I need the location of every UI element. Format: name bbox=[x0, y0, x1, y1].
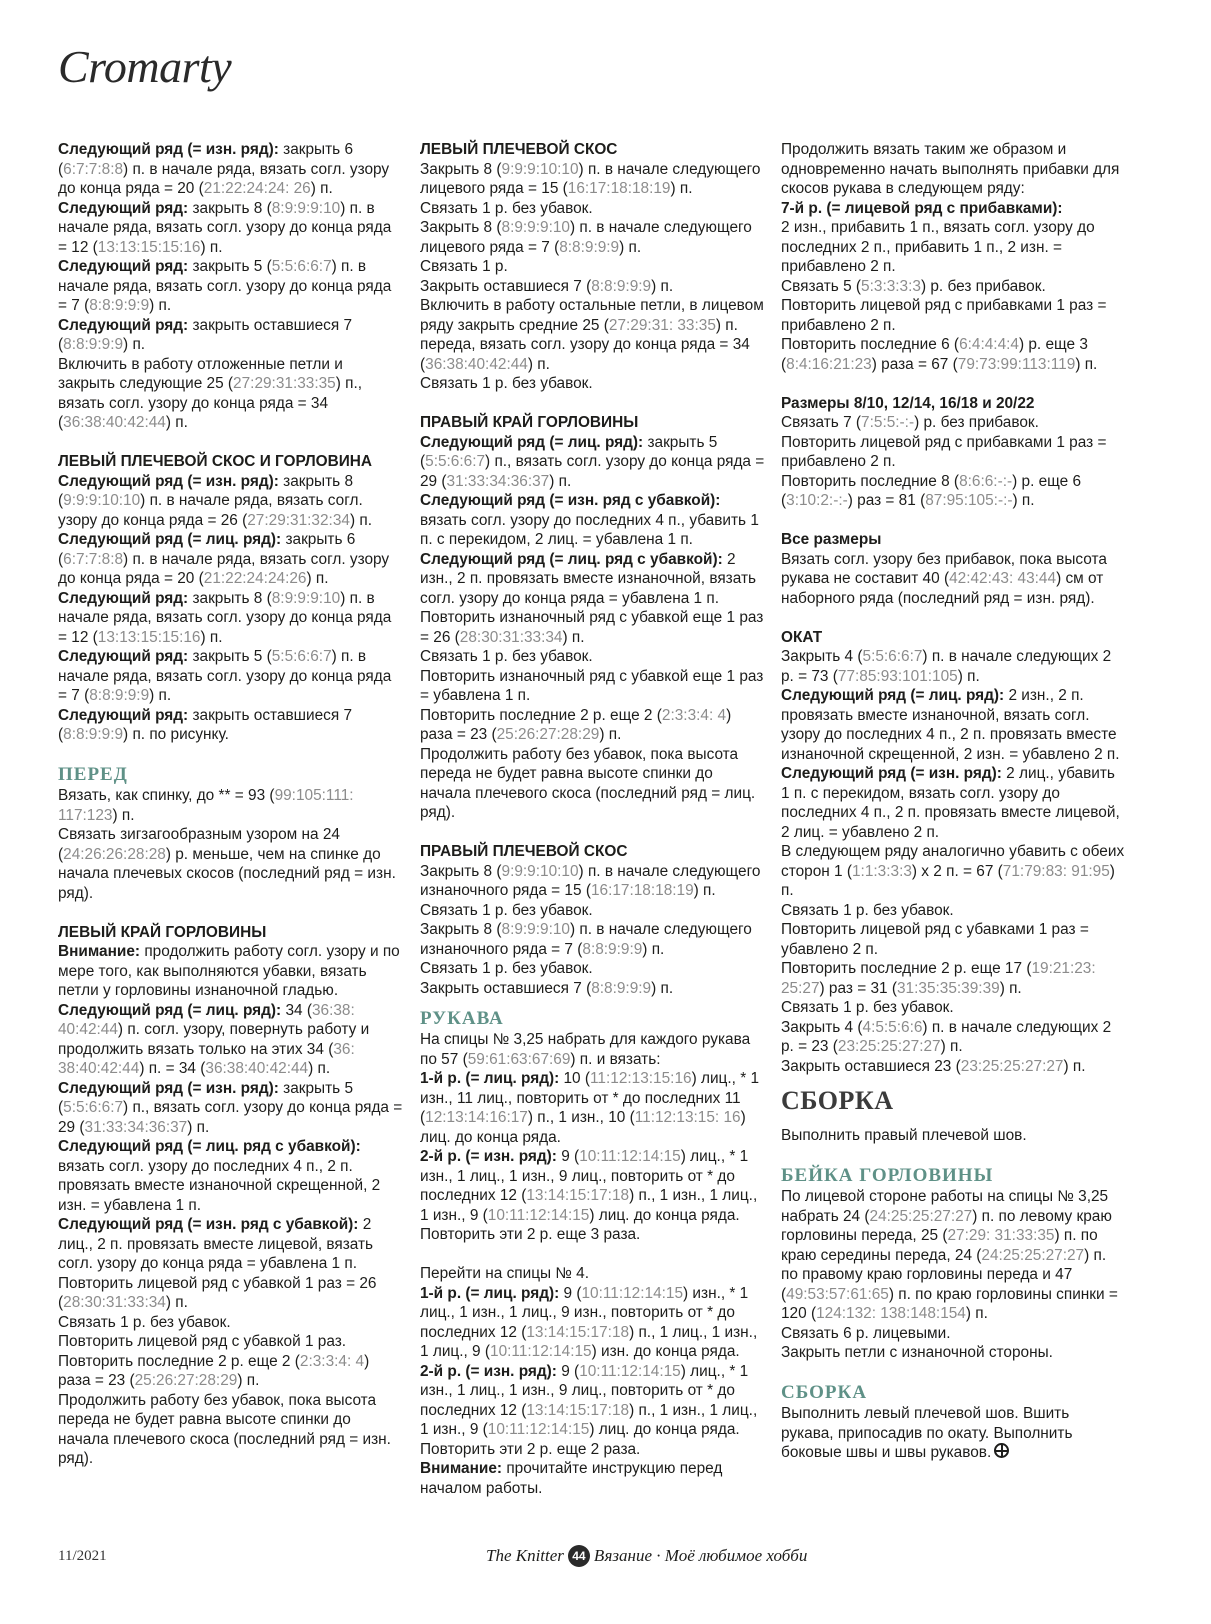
instruction-lead: 1-й р. (= лиц. ряд): bbox=[420, 1284, 560, 1302]
size-values: 36: 38:40:42:44 bbox=[58, 1040, 355, 1077]
instruction-paragraph: 1-й р. (= лиц. ряд): 9 (10:11:12:14:15) изн., * 1 лиц., 1 изн., 1 лиц., 9 изн., повторить от * до последних 12 (13:14:15:17:18) п., 1 лиц., 1 изн., 1 лиц., 9 (10:11:12:14:15) изн. до конца ряда. bbox=[420, 1284, 758, 1360]
size-values: 8:8:9:9:9 bbox=[559, 238, 620, 256]
instruction-paragraph: Связать 1 р. без убавок. bbox=[420, 648, 593, 665]
size-values: 8:8:9:9:9 bbox=[89, 297, 150, 314]
size-values: 42:42:43: 43:44 bbox=[949, 570, 1057, 587]
magazine-tagline: Вязание · Моё любимое хобби bbox=[593, 1546, 808, 1565]
instruction-paragraph bbox=[781, 199, 1126, 219]
instruction-paragraph: Связать 1 р. без убавок. bbox=[420, 901, 593, 919]
instruction-lead: 7-й р. (= лицевой ряд с прибавками): bbox=[781, 199, 1063, 217]
size-values: 8:8:9:9:9 bbox=[591, 979, 652, 997]
size-values: 8:9:9:9:10 bbox=[501, 921, 570, 938]
instruction-lead: Следующий ряд (= лиц. ряд с убавкой): bbox=[420, 550, 723, 568]
size-values: 27:29: 31:33:35 bbox=[947, 1227, 1055, 1244]
instruction-paragraph: Закрыть 4 (4:5:5:6:6) п. в начале следующих 2 р. = 23 (23:25:25:27:27) п. bbox=[781, 1018, 1112, 1055]
spacer bbox=[781, 374, 1126, 394]
instruction-paragraph: Следующий ряд: закрыть оставшиеся 7 (8:8:9:9:9) п. по рисунку. bbox=[58, 706, 352, 743]
instruction-paragraph: Связать 7 (7:5:5:-:-) р. без прибавок. bbox=[781, 414, 1039, 431]
instruction-paragraph: Включить в работу отложенные петли и закрыть следующие 25 (27:29:31:33:35) п., вязать согл. узору до конца ряда = 34 (36:38:40:42:44) п. bbox=[58, 355, 363, 431]
size-values: 8:6:6:-:- bbox=[959, 472, 1013, 490]
section-heading: БЕЙКА ГОРЛОВИНЫ bbox=[781, 1165, 994, 1186]
size-values: 27:29:31: 33:35 bbox=[608, 316, 716, 334]
instruction-lead: Следующий ряд: bbox=[58, 706, 189, 724]
instruction-lead: Следующий ряд: bbox=[58, 648, 189, 665]
instruction-paragraph: Следующий ряд (= изн. ряд): закрыть 6 (6:7:7:8:8) п. в начале ряда, вязать согл. узору до конца ряда = 20 (21:22:24:24: 26) п. bbox=[58, 141, 390, 197]
instruction-paragraph: Связать 1 р. без убавок. bbox=[781, 999, 954, 1016]
instruction-paragraph: Выполнить правый плечевой шов. bbox=[781, 1127, 1027, 1144]
instruction-paragraph: Связать 1 р. без убавок. bbox=[781, 901, 954, 919]
size-values: 1:1:3:3:3 bbox=[852, 862, 912, 880]
instruction-paragraph: Повторить эти 2 р. еще 3 раза. bbox=[420, 1226, 641, 1243]
size-values: 10:11:12:14:15 bbox=[579, 1148, 681, 1165]
section-heading: РУКАВА bbox=[420, 1008, 504, 1029]
size-values: 25:26:27:28:29 bbox=[134, 1372, 238, 1389]
size-values: 24:26:26:28:28 bbox=[63, 845, 166, 863]
instruction-paragraph: Следующий ряд (= изн. ряд с убавкой): 2 лиц., 2 п. провязать вместе лицевой, вязать согл. узору до конца ряда = убавлена 1 п. bbox=[58, 1216, 374, 1272]
size-values: 9:9:9:10:10 bbox=[501, 160, 579, 178]
size-values: 13:14:15:17:18 bbox=[526, 1323, 630, 1341]
instruction-paragraph: 2 изн., прибавить 1 п., вязать согл. узору до последних 2 п., прибавить 1 п., 2 изн. = прибавлено 2 п. bbox=[781, 219, 1095, 275]
instruction-lead: Следующий ряд (= изн. ряд): bbox=[58, 1079, 279, 1097]
size-values: 36:38:40:42:44 bbox=[63, 414, 166, 431]
size-values: 77:85:93:101:105 bbox=[837, 667, 958, 685]
instruction-paragraph: Закрыть оставшиеся 7 (8:8:9:9:9) п. bbox=[420, 277, 674, 295]
size-values: 10:11:12:14:15 bbox=[487, 1206, 590, 1224]
instruction-lead: Следующий ряд: bbox=[58, 316, 189, 334]
size-values: 4:5:5:6:6 bbox=[862, 1018, 923, 1036]
instruction-paragraph: Связать 6 р. лицевыми. bbox=[781, 1324, 951, 1342]
instruction-paragraph: Следующий ряд (= лиц. ряд): 34 (36:38: 40:42:44) п. согл. узору, повернуть работу и продолжить вязать только на этих 34 (36: 38:40:42:44) п. = 34 (36:38:40:42:44) п. bbox=[58, 1001, 370, 1077]
instruction-lead: Внимание: bbox=[58, 943, 141, 960]
instruction-lead: Следующий ряд (= лиц. ряд): bbox=[58, 531, 282, 548]
subsection-heading: ПРАВЫЙ КРАЙ ГОРЛОВИНЫ bbox=[420, 414, 639, 431]
instruction-lead: Следующий ряд: bbox=[58, 589, 189, 607]
instruction-paragraph: Закрыть 8 (8:9:9:9:10) п. в начале следующего лицевого ряда = 7 (8:8:9:9:9) п. bbox=[420, 219, 752, 256]
subsection-heading: ЛЕВЫЙ КРАЙ ГОРЛОВИНЫ bbox=[58, 923, 267, 941]
size-values: 5:5:6:6:7 bbox=[63, 1099, 124, 1116]
size-values: 2:3:3:4: 4 bbox=[661, 706, 727, 724]
instruction-lead: Следующий ряд (= изн. ряд): bbox=[781, 765, 1002, 782]
size-values: 2:3:3:4: 4 bbox=[299, 1352, 365, 1370]
instruction-paragraph: Продолжить вязать таким же образом и одновременно начать выполнять прибавки для скосов рукава в следующем ряду: bbox=[781, 141, 1120, 197]
size-values: 3:10:2:-:- bbox=[786, 492, 848, 509]
instruction-paragraph: Повторить изнаночный ряд с убавкой еще 1 раз = убавлена 1 п. bbox=[420, 667, 764, 704]
spacer bbox=[420, 823, 765, 843]
instruction-paragraph: Следующий ряд (= изн. ряд с убавкой): вязать согл. узору до последних 4 п., убавить 1 п. с перекидом, 2 лиц. = убавлена 1 п. bbox=[420, 492, 759, 548]
section-heading: ПЕРЕД bbox=[58, 764, 128, 785]
instruction-paragraph: Следующий ряд (= лиц. ряд): закрыть 6 (6:7:7:8:8) п. в начале ряда, вязать согл. узору до конца ряда = 20 (21:22:24:24:26) п. bbox=[58, 531, 390, 587]
instruction-paragraph: Повторить лицевой ряд с прибавками 1 раз = прибавлено 2 п. bbox=[781, 433, 1107, 470]
instruction-paragraph: Повторить последние 8 (8:6:6:-:-) р. еще 6 (3:10:2:-:-) раз = 81 (87:95:105:-:-) п. bbox=[781, 472, 1082, 509]
page-title: Cromarty bbox=[58, 41, 232, 92]
size-values: 8:9:9:9:10 bbox=[271, 199, 341, 217]
size-values: 36:38:40:42:44 bbox=[205, 1060, 309, 1077]
size-values: 36:38: 40:42:44 bbox=[58, 1001, 355, 1038]
instruction-lead: Следующий ряд (= изн. ряд): bbox=[58, 141, 279, 158]
page-number: 44 bbox=[568, 1545, 590, 1567]
instruction-paragraph: Следующий ряд: закрыть оставшиеся 7 (8:8:9:9:9) п. bbox=[58, 316, 352, 353]
size-values: 79:73:99:113:119 bbox=[957, 355, 1076, 373]
size-values: 8:4:16:21:23 bbox=[786, 355, 872, 373]
instruction-lead: Следующий ряд: bbox=[58, 199, 189, 217]
size-values: 8:8:9:9:9 bbox=[63, 726, 124, 743]
instruction-paragraph: Повторить последние 6 (6:4:4:4:4) р. еще 3 (8:4:16:21:23) раза = 67 (79:73:99:113:119) п. bbox=[781, 336, 1098, 373]
instruction-paragraph: Повторить лицевой ряд с убавкой 1 раз. bbox=[58, 1333, 347, 1350]
instruction-paragraph: Следующий ряд: закрыть 5 (5:5:6:6:7) п. в начале ряда, вязать согл. узору до конца ряда = 7 (8:8:9:9:9) п. bbox=[58, 258, 392, 314]
spacer bbox=[420, 998, 765, 1008]
instruction-paragraph: Закрыть оставшиеся 7 (8:8:9:9:9) п. bbox=[420, 979, 674, 997]
size-values: 31:33:34:36:37 bbox=[446, 472, 550, 490]
instruction-paragraph: Повторить последние 2 р. еще 17 (19:21:23: 25:27) раз = 31 (31:35:35:39:39) п. bbox=[781, 960, 1096, 997]
size-values: 124:132: 138:148:154 bbox=[816, 1305, 966, 1322]
size-values: 10:11:12:14:15 bbox=[581, 1284, 684, 1302]
instruction-lead: Внимание: bbox=[420, 1460, 503, 1477]
instruction-paragraph bbox=[781, 394, 1126, 414]
instruction-paragraph: Вязать согл. узору без прибавок, пока высота рукава не составит 40 (42:42:43: 43:44) см от наборного ряда (последний ряд = изн. ряд). bbox=[781, 550, 1107, 607]
text-column-2 bbox=[420, 140, 765, 1498]
size-values: 8:8:9:9:9 bbox=[63, 336, 124, 353]
end-mark-icon bbox=[994, 1443, 1009, 1458]
instruction-paragraph: Связать зигзагообразным узором на 24 (24:26:26:28:28) р. меньше, чем на спинке до начала плечевых скосов (последний ряд = изн. ряд). bbox=[58, 826, 396, 902]
size-values: 71:79:83: 91:95 bbox=[1002, 862, 1110, 880]
size-values: 5:5:6:6:7 bbox=[425, 453, 486, 470]
spacer bbox=[781, 1146, 1126, 1166]
instruction-paragraph: Связать 1 р. bbox=[420, 258, 508, 275]
size-values: 10:11:12:14:15 bbox=[579, 1362, 681, 1380]
instruction-paragraph: Закрыть петли с изнаночной стороны. bbox=[781, 1344, 1053, 1361]
instruction-lead: 2-й р. (= изн. ряд): bbox=[420, 1148, 557, 1165]
magazine-credit bbox=[486, 1545, 807, 1567]
size-values: 5:3:3:3:3 bbox=[861, 277, 921, 295]
size-values: 12:13:14:16:17 bbox=[425, 1109, 528, 1126]
instruction-paragraph: Перейти на спицы № 4. bbox=[420, 1265, 589, 1282]
instruction-paragraph: Повторить лицевой ряд с убавкой 1 раз = 26 (28:30:31:33:34) п. bbox=[58, 1274, 377, 1311]
size-values: 28:30:31:33:34 bbox=[63, 1294, 166, 1311]
size-values: 19:21:23: 25:27 bbox=[781, 960, 1096, 997]
instruction-paragraph: Внимание: прочитайте инструкцию перед началом работы. bbox=[420, 1460, 723, 1497]
size-values: 5:5:6:6:7 bbox=[271, 258, 332, 275]
size-values: 16:17:18:18:19 bbox=[590, 882, 694, 899]
instruction-paragraph: Следующий ряд (= изн. ряд): закрыть 5 (5:5:6:6:7) п., вязать согл. узору до конца ряда = 29 (31:33:34:36:37) п. bbox=[58, 1079, 403, 1136]
size-values: 21:22:24:24:26 bbox=[203, 570, 307, 587]
instruction-paragraph: Следующий ряд: закрыть 8 (8:9:9:9:10) п. в начале ряда, вязать согл. узору до конца ряда = 12 (13:13:15:15:16) п. bbox=[58, 589, 392, 646]
size-values: 11:12:13:15:16 bbox=[590, 1070, 692, 1087]
size-values: 31:35:35:39:39 bbox=[896, 979, 1000, 997]
instruction-paragraph: Продолжить работу без убавок, пока высота переда не будет равна высоте спинки до начала плечевого скоса (последний ряд = лиц. ряд). bbox=[420, 745, 756, 821]
instruction-paragraph: Следующий ряд: закрыть 8 (8:9:9:9:10) п. в начале ряда, вязать согл. узору до конца ряда = 12 (13:13:15:15:16) п. bbox=[58, 199, 392, 256]
instruction-paragraph: Закрыть оставшиеся 23 (23:25:25:27:27) п. bbox=[781, 1057, 1086, 1075]
size-values: 87:95:105:-:- bbox=[925, 492, 1013, 509]
instruction-lead: Следующий ряд (= лиц. ряд): bbox=[58, 1001, 282, 1019]
instruction-paragraph: Следующий ряд (= изн. ряд): 2 лиц., убавить 1 п. с перекидом, вязать согл. узору до последних 4 п., 2 п. провязать вместе лицевой, 2 лиц. = убавлено 2 п. bbox=[781, 765, 1120, 841]
instruction-paragraph: Связать 1 р. без убавок. bbox=[420, 199, 593, 217]
instruction-paragraph: Повторить лицевой ряд с убавками 1 раз = убавлено 2 п. bbox=[781, 921, 1089, 958]
spacer bbox=[420, 1245, 765, 1265]
size-values: 8:9:9:9:10 bbox=[501, 219, 570, 236]
size-values: 59:61:63:67:69 bbox=[467, 1050, 571, 1068]
instruction-paragraph: Закрыть 4 (5:5:6:6:7) п. в начале следующих 2 р. = 73 (77:85:93:101:105) п. bbox=[781, 648, 1112, 685]
size-values: 11:12:13:15: 16 bbox=[634, 1109, 741, 1126]
instruction-paragraph: Следующий ряд (= изн. ряд): закрыть 8 (9:9:9:10:10) п. в начале ряда, вязать согл. узору до конца ряда = 26 (27:29:31:32:34) п. bbox=[58, 472, 372, 529]
subsection-heading: ЛЕВЫЙ ПЛЕЧЕВОЙ СКОС И ГОРЛОВИНА bbox=[58, 453, 373, 470]
instruction-paragraph: Повторить последние 2 р. еще 2 (2:3:3:4: 4) раза = 23 (25:26:27:28:29) п. bbox=[58, 1352, 370, 1389]
instruction-paragraph: 2-й р. (= изн. ряд): 9 (10:11:12:14:15) лиц., * 1 изн., 1 лиц., 1 изн., 9 лиц., повторить от * до последних 12 (13:14:15:17:18) п., 1 изн., 1 лиц., 1 изн., 9 (10:11:12:14:15) лиц. до конца ряда. bbox=[420, 1362, 758, 1438]
size-values: 6:4:4:4:4 bbox=[959, 336, 1019, 353]
size-values: 28:30:31:33:34 bbox=[459, 628, 563, 646]
spacer bbox=[58, 903, 403, 923]
size-values: 8:8:9:9:9 bbox=[89, 687, 150, 704]
section-heading: СБОРКА bbox=[781, 1382, 868, 1403]
instruction-paragraph: Внимание: продолжить работу согл. узору и по мере того, как выполняются убавки, вязать петли у горловины изнаночной гладью. bbox=[58, 943, 400, 999]
size-values: 31:33:34:36:37 bbox=[84, 1118, 188, 1136]
size-values: 9:9:9:10:10 bbox=[63, 492, 141, 509]
size-values: 27:29:31:32:34 bbox=[247, 511, 350, 529]
instruction-paragraph: Продолжить работу без убавок, пока высота переда не будет равна высоте спинки до начала плечевого скоса (последний ряд = изн. ряд). bbox=[58, 1391, 391, 1467]
instruction-paragraph: Повторить эти 2 р. еще 2 раза. bbox=[420, 1440, 641, 1458]
page-footer bbox=[58, 1545, 1153, 1567]
instruction-paragraph: Повторить лицевой ряд с прибавками 1 раз = прибавлено 2 п. bbox=[781, 297, 1107, 334]
subsection-heading: ЛЕВЫЙ ПЛЕЧЕВОЙ СКОС bbox=[420, 141, 618, 158]
size-values: 24:25:25:27:27 bbox=[981, 1246, 1085, 1264]
size-values: 13:14:15:17:18 bbox=[526, 1187, 630, 1204]
instruction-paragraph: 1-й р. (= лиц. ряд): 10 (11:12:13:15:16) лиц., * 1 изн., 11 лиц., повторить от * до последних 11 (12:13:14:16:17) п., 1 изн., 10 (11:12:13:15: 16) лиц. до конца ряда. bbox=[420, 1070, 760, 1146]
size-values: 10:11:12:14:15 bbox=[487, 1421, 590, 1438]
spacer bbox=[420, 394, 765, 414]
size-values: 7:5:5:-:- bbox=[861, 414, 915, 431]
size-values: 6:7:7:8:8 bbox=[63, 550, 124, 568]
spacer bbox=[781, 608, 1126, 628]
instruction-paragraph: Связать 1 р. без убавок. bbox=[58, 1313, 231, 1331]
instruction-paragraph: Связать 1 р. без убавок. bbox=[420, 960, 593, 977]
size-values: 13:13:15:15:16 bbox=[97, 628, 201, 646]
instruction-paragraph: Вязать, как спинку, до ** = 93 (99:105:111: 117:123) п. bbox=[58, 787, 354, 824]
text-column-1 bbox=[58, 140, 403, 1469]
issue-date: 11/2021 bbox=[58, 1548, 107, 1564]
subsection-heading: ПРАВЫЙ ПЛЕЧЕВОЙ СКОС bbox=[420, 843, 628, 860]
instruction-paragraph: Закрыть 8 (9:9:9:10:10) п. в начале следующего изнаночного ряда = 15 (16:17:18:18:19) п. bbox=[420, 862, 761, 899]
spacer bbox=[781, 511, 1126, 531]
major-heading: СБОРКА bbox=[781, 1086, 894, 1115]
instruction-paragraph: Закрыть 8 (8:9:9:9:10) п. в начале следующего изнаночного ряда = 7 (8:8:9:9:9) п. bbox=[420, 921, 752, 958]
instruction-lead: Размеры 8/10, 12/14, 16/18 и 20/22 bbox=[781, 394, 1035, 412]
spacer bbox=[58, 433, 403, 453]
instruction-paragraph: 2-й р. (= изн. ряд): 9 (10:11:12:14:15) лиц., * 1 изн., 1 лиц., 1 изн., 9 лиц., повторить от * до последних 12 (13:14:15:17:18) п., 1 изн., 1 лиц., 1 изн., 9 (10:11:12:14:15) лиц. до конца ряда. bbox=[420, 1148, 758, 1224]
instruction-lead: Следующий ряд (= изн. ряд с убавкой): bbox=[420, 492, 721, 509]
size-values: 5:5:6:6:7 bbox=[271, 648, 332, 665]
size-values: 13:13:15:15:16 bbox=[97, 238, 201, 256]
size-values: 24:25:25:27:27 bbox=[869, 1207, 973, 1225]
spacer bbox=[781, 1363, 1126, 1383]
size-values: 21:22:24:24: 26 bbox=[203, 180, 311, 197]
instruction-lead: 1-й р. (= лиц. ряд): bbox=[420, 1070, 560, 1087]
instruction-paragraph: Связать 5 (5:3:3:3:3) р. без прибавок. bbox=[781, 277, 1046, 295]
spacer bbox=[58, 745, 403, 765]
instruction-lead: Следующий ряд (= лиц. ряд): bbox=[781, 687, 1005, 704]
instruction-paragraph: Закрыть 8 (9:9:9:10:10) п. в начале следующего лицевого ряда = 15 (16:17:18:18:19) п. bbox=[420, 160, 761, 197]
spacer bbox=[781, 1116, 1126, 1126]
instruction-paragraph: Следующий ряд (= лиц. ряд с убавкой): 2 изн., 2 п. провязать вместе изнаночной, вязать согл. узору до конца ряда = убавлена 1 п. bbox=[420, 550, 757, 607]
text-column-3 bbox=[781, 140, 1126, 1463]
size-values: 99:105:111: 117:123 bbox=[58, 787, 354, 824]
size-values: 13:14:15:17:18 bbox=[526, 1401, 630, 1419]
instruction-lead: Следующий ряд (= изн. ряд с убавкой): bbox=[58, 1216, 359, 1233]
instruction-lead: Следующий ряд: bbox=[58, 258, 189, 275]
size-values: 10:11:12:14:15 bbox=[490, 1343, 592, 1360]
instruction-paragraph: Следующий ряд (= лиц. ряд): 2 изн., 2 п. провязать вместе изнаночной, вязать согл. узору до последних 4 п., 2 п. провязать вместе изнаночной скрещенной, 2 изн. = убавлено 2 п. bbox=[781, 687, 1120, 763]
instruction-paragraph: Следующий ряд: закрыть 5 (5:5:6:6:7) п. в начале ряда, вязать согл. узору до конца ряда = 7 (8:8:9:9:9) п. bbox=[58, 648, 392, 704]
instruction-paragraph: В следующем ряду аналогично убавить с обеих сторон 1 (1:1:3:3:3) х 2 п. = 67 (71:79:83: 91:95) п. bbox=[781, 843, 1125, 899]
size-values: 9:9:9:10:10 bbox=[501, 862, 579, 880]
instruction-lead: Следующий ряд (= лиц. ряд): bbox=[420, 433, 644, 451]
instruction-paragraph: Следующий ряд (= лиц. ряд с убавкой): вязать согл. узору до последних 4 п., 2 п. провязать вместе изнаночной скрещенной, 2 изн. = убавлена 1 п. bbox=[58, 1138, 381, 1214]
instruction-paragraph bbox=[781, 530, 1126, 550]
size-values: 25:26:27:28:29 bbox=[496, 726, 600, 743]
instruction-paragraph: Включить в работу остальные петли, в лицевом ряду закрыть средние 25 (27:29:31: 33:35) п. переда, вязать согл. узору до конца ряда = 34 (36:38:40:42:44) п. bbox=[420, 297, 764, 373]
instruction-lead: Следующий ряд (= изн. ряд): bbox=[58, 472, 279, 490]
size-values: 8:8:9:9:9 bbox=[582, 940, 643, 958]
magazine-name: The Knitter bbox=[486, 1546, 564, 1565]
size-values: 27:29:31:33:35 bbox=[233, 375, 336, 392]
size-values: 6:7:7:8:8 bbox=[63, 160, 124, 178]
instruction-paragraph: Повторить последние 2 р. еще 2 (2:3:3:4: 4) раза = 23 (25:26:27:28:29) п. bbox=[420, 706, 732, 743]
instruction-lead: 2-й р. (= изн. ряд): bbox=[420, 1362, 557, 1380]
size-values: 23:25:25:27:27 bbox=[960, 1057, 1064, 1075]
size-values: 5:5:6:6:7 bbox=[862, 648, 923, 665]
spacer bbox=[781, 1076, 1126, 1086]
instruction-lead: Все размеры bbox=[781, 531, 882, 548]
instruction-paragraph: Следующий ряд (= лиц. ряд): закрыть 5 (5:5:6:6:7) п., вязать согл. узору до конца ряда = 29 (31:33:34:36:37) п. bbox=[420, 433, 765, 490]
size-values: 8:8:9:9:9 bbox=[591, 277, 652, 295]
instruction-paragraph: Выполнить левый плечевой шов. Вшить рукава, припосадив по окату. Выполнить боковые швы и швы рукавов. bbox=[781, 1405, 1073, 1461]
instruction-paragraph: Повторить изнаночный ряд с убавкой еще 1 раз = 26 (28:30:31:33:34) п. bbox=[420, 609, 764, 646]
instruction-lead: Следующий ряд (= лиц. ряд с убавкой): bbox=[58, 1138, 361, 1155]
subsection-heading: ОКАТ bbox=[781, 628, 823, 646]
size-values: 16:17:18:18:19 bbox=[567, 180, 671, 197]
size-values: 49:53:57:61:65 bbox=[786, 1285, 889, 1303]
size-values: 36:38:40:42:44 bbox=[425, 355, 528, 373]
instruction-paragraph: На спицы № 3,25 набрать для каждого рукава по 57 (59:61:63:67:69) п. и вязать: bbox=[420, 1031, 751, 1068]
size-values: 23:25:25:27:27 bbox=[837, 1038, 941, 1055]
size-values: 8:9:9:9:10 bbox=[271, 589, 341, 607]
instruction-paragraph: Связать 1 р. без убавок. bbox=[420, 375, 593, 392]
instruction-paragraph: По лицевой стороне работы на спицы № 3,25 набрать 24 (24:25:25:27:27) п. по левому краю горловины переда, 25 (27:29: 31:33:35) п. по краю середины переда, 24 (24:25:25:27:27) п. по правому краю горловины переда и 47 (49:53:57:61:65) п. по краю горловины спинки = 120 (124:132: 138:148:154) п. bbox=[781, 1188, 1118, 1322]
